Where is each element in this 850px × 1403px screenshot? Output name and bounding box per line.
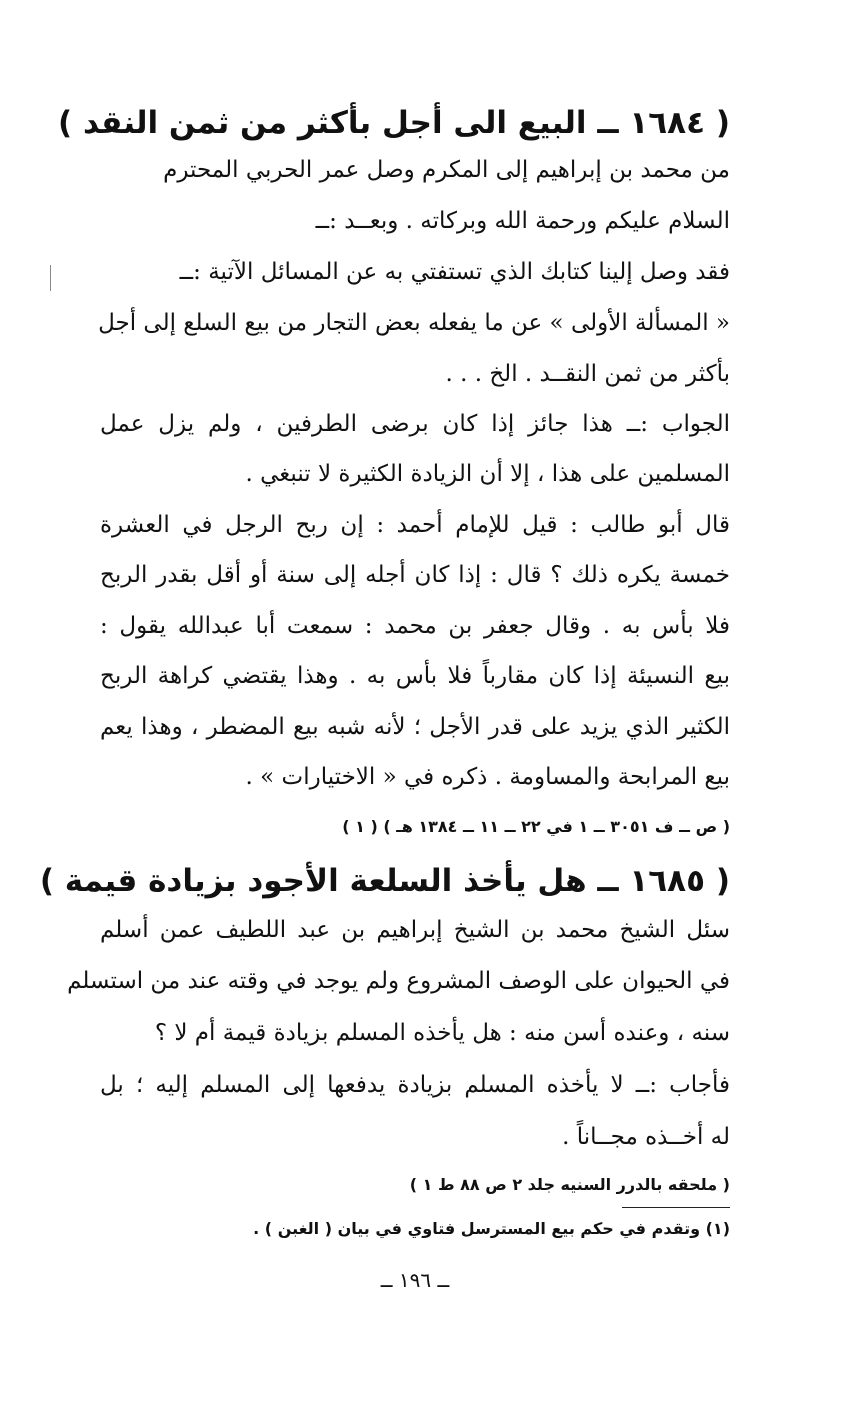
question-line: سنه ، وعنده أسن منه : هل يأخذه المسلم بزيادة قيمة أم لا ؟	[154, 1020, 730, 1046]
quote-line: الكثير الذي يزيد على قدر الأجل ؛ لأنه شبه بيع المضطر ، وهذا يعم	[100, 714, 730, 740]
section-heading-1684: ( ١٦٨٤ ــ البيع الى أجل بأكثر من ثمن النقد )	[58, 105, 730, 141]
quote-line: خمسة يكره ذلك ؟ قال : إذا كان أجله إلى سنة أو أقل بقدر الربح	[100, 562, 730, 588]
question-line: في الحيوان على الوصف المشروع ولم يوجد في وقته عند من استسلم	[67, 968, 730, 994]
quote-line: بيع المرابحة والمساومة . ذكره في « الاختيارات » .	[245, 764, 730, 790]
question-line: بأكثر من ثمن النقــد . الخ . . .	[445, 361, 730, 387]
answer-line: المسلمين على هذا ، إلا أن الزيادة الكثيرة لا تنبغي .	[245, 461, 730, 487]
quote-line: فلا بأس به . وقال جعفر بن محمد : سمعت أبا عبدالله يقول :	[100, 613, 730, 639]
source-note: ( ملحقه بالدرر السنيه جلد ٢ ص ٨٨ ط ١ )	[409, 1175, 730, 1194]
footnote-divider	[622, 1207, 730, 1208]
quote-line: قال أبو طالب : قيل للإمام أحمد : إن ربح الرجل في العشرة	[100, 512, 730, 538]
letter-opening: من محمد بن إبراهيم إلى المكرم وصل عمر الحربي المحترم	[163, 157, 730, 183]
reference-note: ( ص ــ ف ٣٠٥١ ــ ١ في ٢٢ ــ ١١ ــ ١٣٨٤ هـ ) ( ١ )	[342, 817, 730, 836]
question-line: « المسألة الأولى » عن ما يفعله بعض التجار من بيع السلع إلى أجل	[98, 310, 730, 336]
answer-line: الجواب :ــ هذا جائز إذا كان برضى الطرفين ، ولم يزل عمل	[100, 411, 730, 437]
question-line: سئل الشيخ محمد بن الشيخ إبراهيم بن عبد اللطيف عمن أسلم	[100, 917, 730, 943]
scan-mark	[50, 265, 53, 291]
section-heading-1685: ( ١٦٨٥ ــ هل يأخذ السلعة الأجود بزيادة قيمة )	[39, 863, 730, 899]
quote-line: بيع النسيئة إذا كان مقارباً فلا بأس به . وهذا يقتضي كراهة الربح	[100, 663, 730, 689]
footnote: (١) وتقدم في حكم بيع المسترسل فتاوي في بيان ( الغبن ) .	[253, 1219, 730, 1238]
paragraph-line: فقد وصل إلينا كتابك الذي تستفتي به عن المسائل الآتية :ــ	[179, 259, 730, 285]
salutation: السلام عليكم ورحمة الله وبركاته . وبعــد :ــ	[315, 208, 730, 234]
page-number: ــ ١٩٦ ــ	[380, 1268, 450, 1292]
answer-line: له أخــذه مجــاناً .	[562, 1124, 730, 1150]
answer-line: فأجاب :ــ لا يأخذه المسلم بزيادة يدفعها إلى المسلم إليه ؛ بل	[100, 1072, 730, 1098]
